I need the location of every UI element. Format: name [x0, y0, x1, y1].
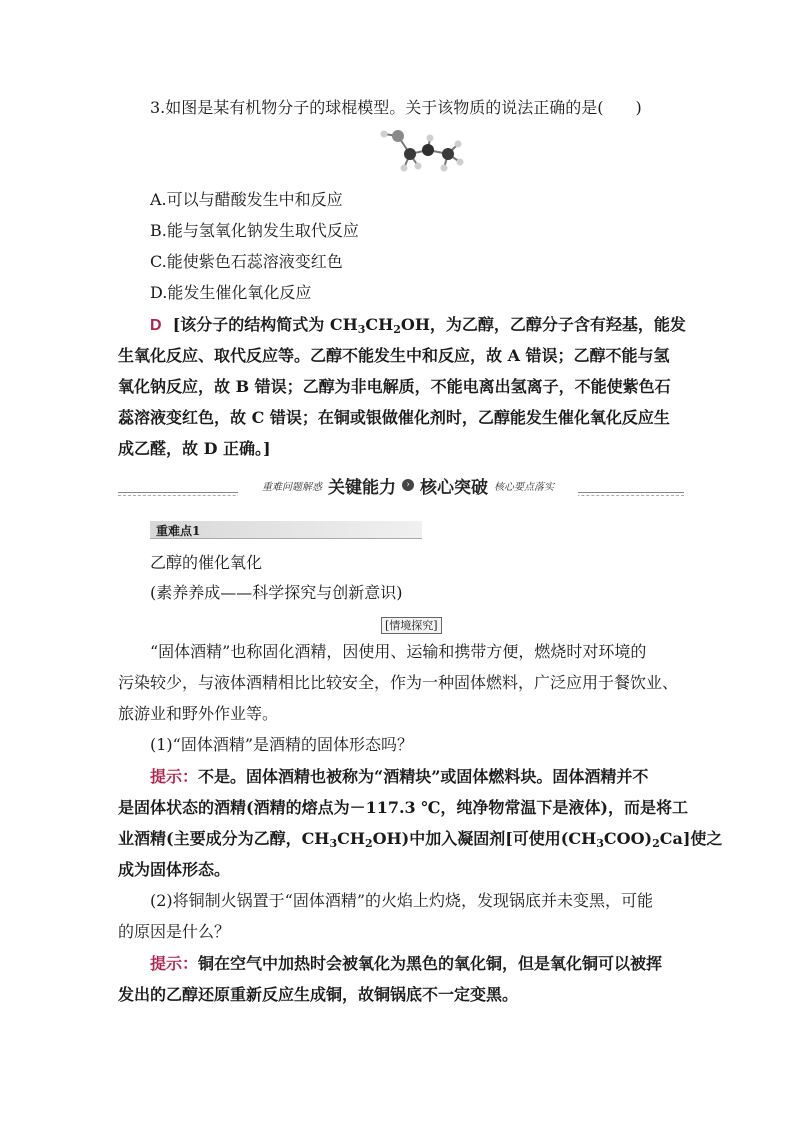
banner-title-b: 核心突破 [420, 477, 488, 497]
hint-label: 提示： [150, 954, 199, 973]
option-text: 能与氢氧化钠发生取代反应 [166, 221, 359, 240]
key-point-title: 乙醇的催化氧化 [150, 553, 263, 572]
option-letter: C. [150, 252, 167, 271]
key-point-subtitle: (素养养成——科学探究与创新意识) [150, 583, 403, 602]
sub-question-2-line-1: (2)将铜制火锅置于“固体酒精”的火焰上灼烧，发现锅底并未变黑，可能 [150, 891, 654, 910]
explanation-line-1: D [该分子的结构简式为 $CH_3CH_2OH$，为乙醇，乙醇分子含有羟基，能发 [150, 315, 686, 336]
hint-2-line-2: 发出的乙醇还原重新反应生成铜，故铜锅底不一定变黑。 [118, 985, 519, 1004]
passage-line-1: “固体酒精”也称固化酒精，因使用、运输和携带方便，燃烧时对环境的 [150, 642, 647, 661]
scenario-tag: [情境探究] [381, 617, 442, 634]
hint-2-line-1: 提示：铜在空气中加热时会被氧化为黑色的氧化铜，但是氧化铜可以被挥 [150, 954, 663, 973]
explanation-line-2: 生氧化反应、取代反应等。乙醇不能发生中和反应，故 A 错误；乙醇不能与氢 [118, 346, 670, 365]
option-letter: D. [150, 283, 168, 302]
passage-line-2: 污染较少，与液体酒精相比比较安全，作为一种固体燃料，广泛应用于餐饮业、 [118, 673, 679, 692]
banner-title-a: 关键能力 [328, 477, 396, 497]
hint-1-line-4: 成为固体形态。 [118, 860, 231, 879]
hint-1-line-1: 提示：不是。固体酒精也被称为“酒精块”或固体燃料块。固体酒精并不 [150, 767, 649, 786]
sub-question-2-line-2: 的原因是什么？ [118, 922, 231, 941]
answer-letter: D [150, 317, 162, 334]
explanation-line-3: 氧化钠反应，故 B 错误；乙醇为非电解质，不能电离出氢离子，不能使紫色石 [118, 377, 671, 396]
option-text: 可以与醋酸发生中和反应 [166, 190, 343, 209]
banner-right-caption: 核心要点落实 [494, 481, 554, 493]
option-letter: A. [150, 190, 167, 209]
banner-left-caption: 重难问题解惑 [262, 481, 322, 493]
hint-1-line-2: 是固体状态的酒精(酒精的熔点为－117.3 ℃，纯净物常温下是液体)，而是将工 [118, 798, 688, 817]
option-a [150, 190, 710, 210]
chevron-right-icon: › [402, 479, 414, 491]
explanation-line-4: 蕊溶液变红色，故 C 错误；在铜或银做催化剂时，乙醇能发生催化氧化反应生 [118, 408, 670, 427]
explanation-line-5: 成乙醛，故 D 正确。] [118, 439, 271, 458]
option-text: 能发生催化氧化反应 [167, 283, 312, 302]
passage-line-3: 旅游业和野外作业等。 [118, 704, 279, 723]
option-letter: B. [150, 221, 167, 240]
section-banner [118, 474, 684, 500]
key-point-tag [150, 521, 422, 539]
key-point-label: 重难点1 [156, 524, 201, 538]
option-text: 能使紫色石蕊溶液变红色 [166, 252, 343, 271]
option-c [150, 252, 710, 272]
sub-question-1: (1)“固体酒精”是酒精的固体形态吗？ [150, 735, 414, 754]
hint-label: 提示： [150, 767, 199, 786]
question-stem: 3.如图是某有机物分子的球棍模型。关于该物质的说法正确的是( ) [150, 98, 642, 117]
option-b [150, 221, 710, 241]
molecule-ball-stick-model [368, 124, 478, 184]
hint-1-line-3: 业酒精(主要成分为乙醇，$CH_3CH_2OH$)中加入凝固剂[可使用$(CH_3COO)_2Ca$]使之 [118, 829, 723, 850]
option-d [150, 283, 710, 303]
